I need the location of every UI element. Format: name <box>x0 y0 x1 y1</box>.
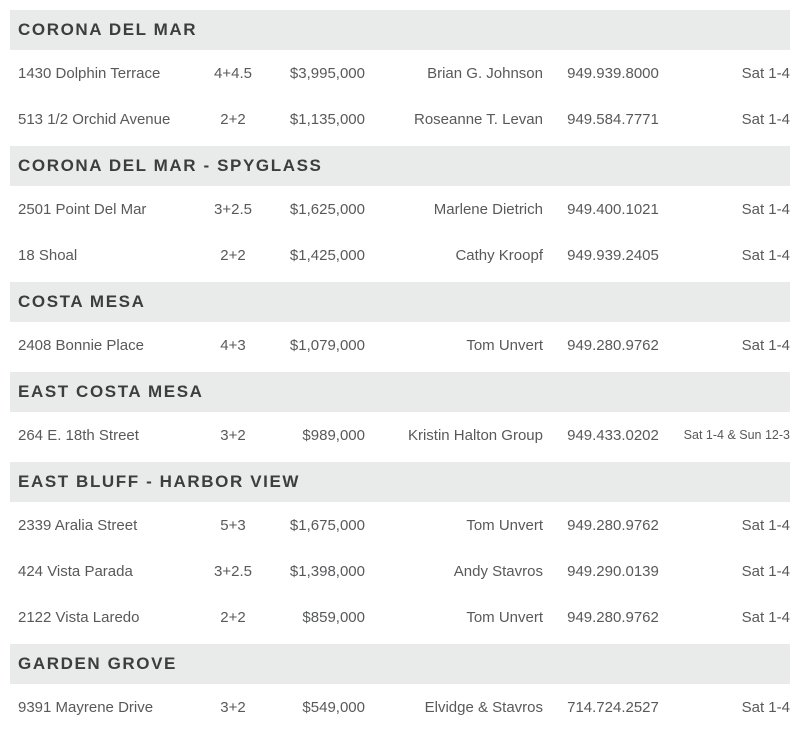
listing-open-house-time: Sat 1-4 <box>741 698 790 716</box>
neighborhood-title: EAST BLUFF - HARBOR VIEW <box>18 472 301 491</box>
listing-price: $3,995,000 <box>289 64 365 82</box>
listing-beds-baths: 2+2 <box>220 608 246 626</box>
listing-row <box>10 412 790 458</box>
listing-agent: Cathy Kroopf <box>455 246 543 264</box>
listing-price: $989,000 <box>302 426 365 444</box>
listing-phone: 949.939.2405 <box>567 246 659 264</box>
listing-row <box>10 594 790 640</box>
listing-rows <box>10 50 790 142</box>
listing-price: $1,625,000 <box>289 200 365 218</box>
listing-agent: Tom Unvert <box>466 608 543 626</box>
listing-open-house-time: Sat 1-4 & Sun 12-3 <box>683 428 790 442</box>
listing-row <box>10 548 790 594</box>
listing-agent: Elvidge & Stavros <box>424 698 543 716</box>
listing-price: $549,000 <box>302 698 365 716</box>
listing-open-house-time: Sat 1-4 <box>741 200 790 218</box>
listing-row <box>10 232 790 278</box>
listing-beds-baths: 3+2 <box>220 698 246 716</box>
neighborhood-section <box>10 146 790 278</box>
neighborhood-title: COSTA MESA <box>18 292 146 311</box>
listing-address: 424 Vista Parada <box>18 562 133 580</box>
neighborhood-header <box>10 372 790 412</box>
neighborhood-header <box>10 10 790 50</box>
listing-rows <box>10 186 790 278</box>
listing-beds-baths: 2+2 <box>220 246 246 264</box>
listing-row <box>10 502 790 548</box>
listing-open-house-time: Sat 1-4 <box>741 562 790 580</box>
listing-rows <box>10 502 790 640</box>
neighborhood-section <box>10 462 790 640</box>
listing-beds-baths: 4+3 <box>220 336 246 354</box>
listing-phone: 949.400.1021 <box>567 200 659 218</box>
listing-address: 1430 Dolphin Terrace <box>18 64 161 82</box>
listing-address: 9391 Mayrene Drive <box>18 698 154 716</box>
listing-beds-baths: 2+2 <box>220 110 246 128</box>
listing-phone: 949.280.9762 <box>567 608 659 626</box>
listing-agent: Andy Stavros <box>453 562 543 580</box>
neighborhood-section <box>10 644 790 730</box>
listing-row <box>10 684 790 730</box>
neighborhood-header <box>10 644 790 684</box>
listing-agent: Tom Unvert <box>466 516 543 534</box>
listing-price: $859,000 <box>302 608 365 626</box>
listing-price: $1,079,000 <box>289 336 365 354</box>
neighborhood-header <box>10 462 790 502</box>
listing-open-house-time: Sat 1-4 <box>741 246 790 264</box>
listing-address: 513 1/2 Orchid Avenue <box>18 110 171 128</box>
listing-agent: Tom Unvert <box>466 336 543 354</box>
neighborhood-title: CORONA DEL MAR - SPYGLASS <box>18 156 323 175</box>
listing-price: $1,425,000 <box>289 246 365 264</box>
listing-agent: Marlene Dietrich <box>433 200 543 218</box>
listing-phone: 949.584.7771 <box>567 110 659 128</box>
listing-beds-baths: 3+2 <box>220 426 246 444</box>
listing-address: 2339 Aralia Street <box>18 516 138 534</box>
listing-beds-baths: 5+3 <box>220 516 246 534</box>
neighborhood-title: CORONA DEL MAR <box>18 20 198 39</box>
listing-row <box>10 322 790 368</box>
listing-rows <box>10 412 790 458</box>
listing-beds-baths: 4+4.5 <box>214 64 252 82</box>
listing-row <box>10 96 790 142</box>
neighborhood-title: EAST COSTA MESA <box>18 382 204 401</box>
listing-address: 264 E. 18th Street <box>18 426 139 444</box>
listings-table <box>10 10 790 730</box>
listing-phone: 949.280.9762 <box>567 516 659 534</box>
listing-address: 2408 Bonnie Place <box>18 336 144 354</box>
neighborhood-section <box>10 10 790 142</box>
listing-row <box>10 50 790 96</box>
listing-beds-baths: 3+2.5 <box>214 200 252 218</box>
neighborhood-section <box>10 372 790 458</box>
listing-open-house-time: Sat 1-4 <box>741 110 790 128</box>
neighborhood-section <box>10 282 790 368</box>
listing-phone: 714.724.2527 <box>567 698 659 716</box>
listing-rows <box>10 322 790 368</box>
listing-price: $1,135,000 <box>289 110 365 128</box>
neighborhood-header <box>10 146 790 186</box>
listing-row <box>10 186 790 232</box>
listing-phone: 949.280.9762 <box>567 336 659 354</box>
listing-agent: Brian G. Johnson <box>427 64 543 82</box>
listing-rows <box>10 684 790 730</box>
listing-open-house-time: Sat 1-4 <box>741 64 790 82</box>
listing-phone: 949.433.0202 <box>567 426 659 444</box>
listing-agent: Roseanne T. Levan <box>414 110 543 128</box>
listing-open-house-time: Sat 1-4 <box>741 336 790 354</box>
listing-open-house-time: Sat 1-4 <box>741 608 790 626</box>
neighborhood-header <box>10 282 790 322</box>
listing-phone: 949.939.8000 <box>567 64 659 82</box>
listing-phone: 949.290.0139 <box>567 562 659 580</box>
listing-address: 2122 Vista Laredo <box>18 608 140 626</box>
listing-price: $1,675,000 <box>289 516 365 534</box>
listing-agent: Kristin Halton Group <box>407 426 543 444</box>
listing-address: 2501 Point Del Mar <box>18 200 147 218</box>
listing-beds-baths: 3+2.5 <box>214 562 252 580</box>
listing-address: 18 Shoal <box>18 246 78 264</box>
neighborhood-title: GARDEN GROVE <box>18 654 177 673</box>
listing-price: $1,398,000 <box>289 562 365 580</box>
listing-open-house-time: Sat 1-4 <box>741 516 790 534</box>
